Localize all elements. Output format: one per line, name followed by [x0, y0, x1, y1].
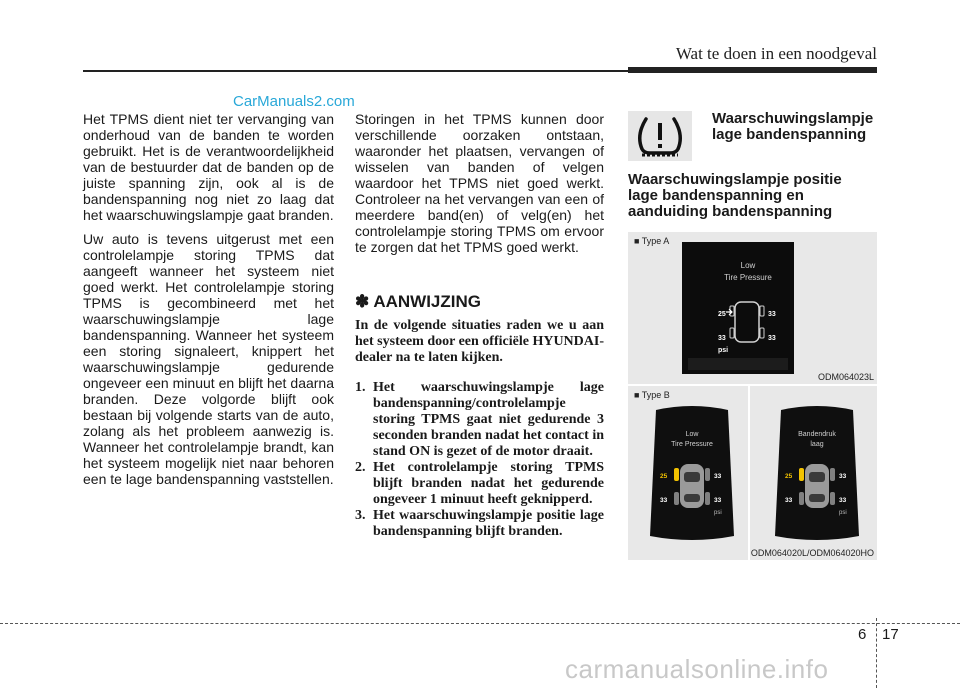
figure-b-left-line-2: Tire Pressure: [671, 441, 713, 448]
figure-b-right-fr-value: 33: [839, 473, 847, 480]
figure-b-right-line-2: laag: [810, 441, 824, 448]
warning-title-line-1: Waarschuwingslampje: [712, 110, 874, 127]
section-heading-line-2: lage bandenspanning en: [628, 187, 804, 204]
figure-b-right-rr-value: 33: [839, 497, 847, 504]
list-item-number: 3.: [355, 508, 366, 523]
list-item-text: Het waarschuwingslampje lage bandenspanning/controlelampje storing TPMS gaat niet gedurende 3 seconden branden nadat het contact in stand ON is gezet of de motor draait.: [373, 380, 604, 459]
figure-b-divider: [748, 386, 750, 560]
watermark-bottom: carmanualsonline.info: [565, 654, 829, 684]
figure-a-screen-line-1: Low: [740, 261, 756, 270]
figure-a-rear-left-value: 33: [718, 335, 726, 342]
figure-a-front-right-value: 33: [768, 311, 776, 318]
list-item-number: 1.: [355, 380, 366, 395]
figure-b-right-line-1: Bandendruk: [798, 431, 836, 438]
figure-b-left-rr-value: 33: [714, 497, 722, 504]
figure-b-type-label: ■ Type B: [634, 390, 670, 400]
figure-b-right-fl-value: 25: [785, 473, 793, 480]
figure-a-code: ODM064023L: [817, 372, 874, 382]
tire-pressure-warning-icon: [628, 111, 692, 161]
col1-paragraph-2: Uw auto is tevens uitgerust met een controlelampje storing TPMS dat aangeeft wanneer het systeem niet goed werkt. Het controlelampje storing TPMS is gecombineerd met het waarschuwingslampje lage bandenspanning. Wanneer het systeem een storing signaleert, knippert het waarschuwingslampje gedurende ongeveer een minuut en blijft het daarna branden. Deze volgorde blijft ook bestaan bij volgende starts van de auto, zolang als het probleem aanwezig is. Wanneer het controlelampje brandt, kan het systeem mogelijk niet naar behoren een te lage bandenspanning vaststellen.: [83, 231, 334, 487]
list-item: [355, 508, 604, 540]
footer-divider: [876, 618, 877, 688]
figure-b-left-line-1: Low: [685, 431, 699, 438]
watermark-top: CarManuals2.com: [233, 93, 355, 110]
figure-b-left-rl-value: 33: [660, 497, 668, 504]
figure-b-right-unit: psi: [839, 510, 847, 516]
list-item-text: Het waarschuwingslampje positie lage bandenspanning blijft branden.: [373, 508, 604, 539]
section-heading-line-1: Waarschuwingslampje positie: [628, 171, 842, 188]
list-item-number: 2.: [355, 460, 366, 475]
figure-a-front-left-value: 25: [718, 311, 726, 318]
figure-type-a: [628, 232, 877, 384]
figure-b-right-display: [773, 402, 861, 544]
section-heading-line-3: aanduiding bandenspanning: [628, 203, 833, 220]
figure-type-b: [628, 386, 877, 560]
figure-b-right-rl-value: 33: [785, 497, 793, 504]
warning-light-title: [712, 111, 873, 143]
figure-b-left-unit: psi: [714, 510, 722, 516]
column-1: [83, 111, 334, 495]
list-item-text: Het controlelampje storing TPMS blijft branden nadat het gedurende ongeveer 1 minuut heeft geknipperd.: [373, 460, 604, 507]
figure-a-screen-line-2: Tire Pressure: [724, 273, 772, 282]
page-chapter: 6: [858, 626, 867, 643]
section-heading: [628, 172, 880, 220]
header-rule: [83, 70, 628, 72]
figure-b-left-fr-value: 33: [714, 473, 722, 480]
page-number: 17: [882, 626, 899, 643]
note-intro: In de volgende situaties raden we u aan het systeem door een officiële HYUNDAI-dealer na te laten kijken.: [355, 318, 604, 365]
figure-a-type-label: ■ Type A: [634, 236, 670, 246]
header-title: Wat te doen in een noodgeval: [675, 44, 877, 63]
list-item: [355, 460, 604, 508]
figure-b-code: ODM064020L/ODM064020HO: [750, 548, 874, 558]
header-bar: [628, 67, 877, 73]
figure-a-display: [682, 242, 794, 374]
note-list: [355, 380, 604, 540]
col2-paragraph: Storingen in het TPMS kunnen door verschillende oorzaken ontstaan, waaronder het plaatsen, vervangen of wisselen van banden of velgen waardoor het TPMS niet goed werkt. Controleer na het vervangen van een of meerdere band(en) of velg(en) het controlelampje storing TPMS om ervoor te zorgen dat het TPMS goed werkt.: [355, 111, 604, 255]
col1-paragraph-1: Het TPMS dient niet ter vervanging van onderhoud van de banden te worden gebruikt. Het is de verantwoordelijkheid van de bestuurder dat de banden op de juiste spanning zijn, ook al is de bandenspanning nog niet zo laag dat het waarschuwingslampje gaat branden.: [83, 111, 334, 223]
figure-a-rear-right-value: 33: [768, 335, 776, 342]
column-2: [355, 111, 604, 263]
warning-title-line-2: lage bandenspanning: [712, 126, 867, 143]
list-item: [355, 380, 604, 460]
note-title: ✽ AANWIJZING: [355, 292, 481, 311]
figure-a-unit: psi: [718, 347, 729, 354]
footer-rule: [0, 623, 960, 624]
figure-b-left-display: [648, 402, 736, 544]
figure-b-left-fl-value: 25: [660, 473, 668, 480]
